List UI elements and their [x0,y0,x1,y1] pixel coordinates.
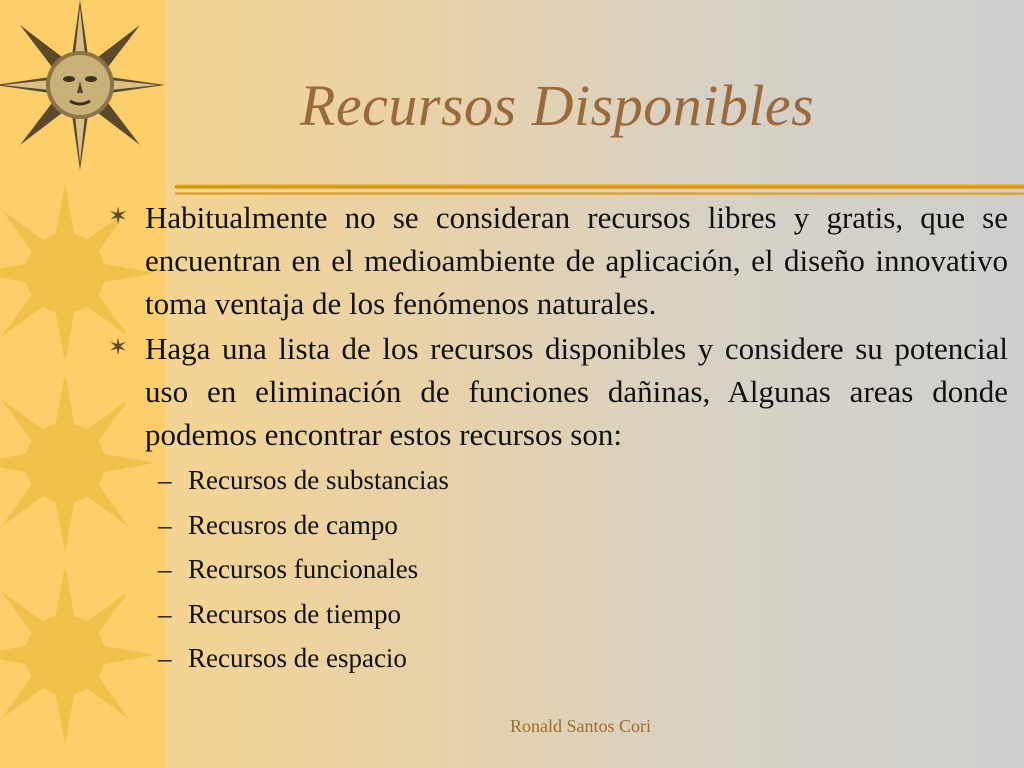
sub-item-text: Recursos de espacio [188,643,407,673]
dash-bullet-icon: – [158,554,172,584]
sub-item-text: Recusros de campo [188,509,398,540]
footer-author: Ronald Santos Cori [510,716,652,736]
bullet-text: Haga una lista de los recursos disponibles y considere su potencial uso en eliminación de funciones dañinas, Algunas areas donde podemos encontrar estos recursos son: [145,331,1008,452]
dash-bullet-icon: – [158,465,172,495]
sub-item-text: Recursos de substancias [188,465,449,495]
dash-bullet-icon: – [158,509,172,540]
bullet-item [108,327,1008,456]
title-divider-top [175,184,1024,189]
slide-content [108,196,1008,681]
star-bullet-icon: ✶ [108,204,129,230]
bullet-text: Habitualmente no se consideran recursos libres y gratis, que se encuentran en el medioambiente de aplicación, el diseño innovativo toma ventaja de los fenómenos naturales. [145,200,1008,321]
dash-bullet-icon: – [158,643,172,673]
sub-item-text: Recursos de tiempo [188,598,401,629]
sub-list-item [108,458,1008,503]
sub-list-item [108,636,1008,681]
sub-list-item [108,547,1008,592]
dash-bullet-icon: – [158,598,172,629]
sub-item-text: Recursos funcionales [188,554,419,584]
sub-list-item [108,592,1008,637]
sun-face-icon [0,0,165,170]
slide-title: Recursos Disponibles [300,73,815,138]
title-divider-bottom [175,192,1024,195]
bullet-item [108,196,1008,325]
sub-list-item [108,503,1008,548]
star-bullet-icon: ✶ [108,335,129,361]
